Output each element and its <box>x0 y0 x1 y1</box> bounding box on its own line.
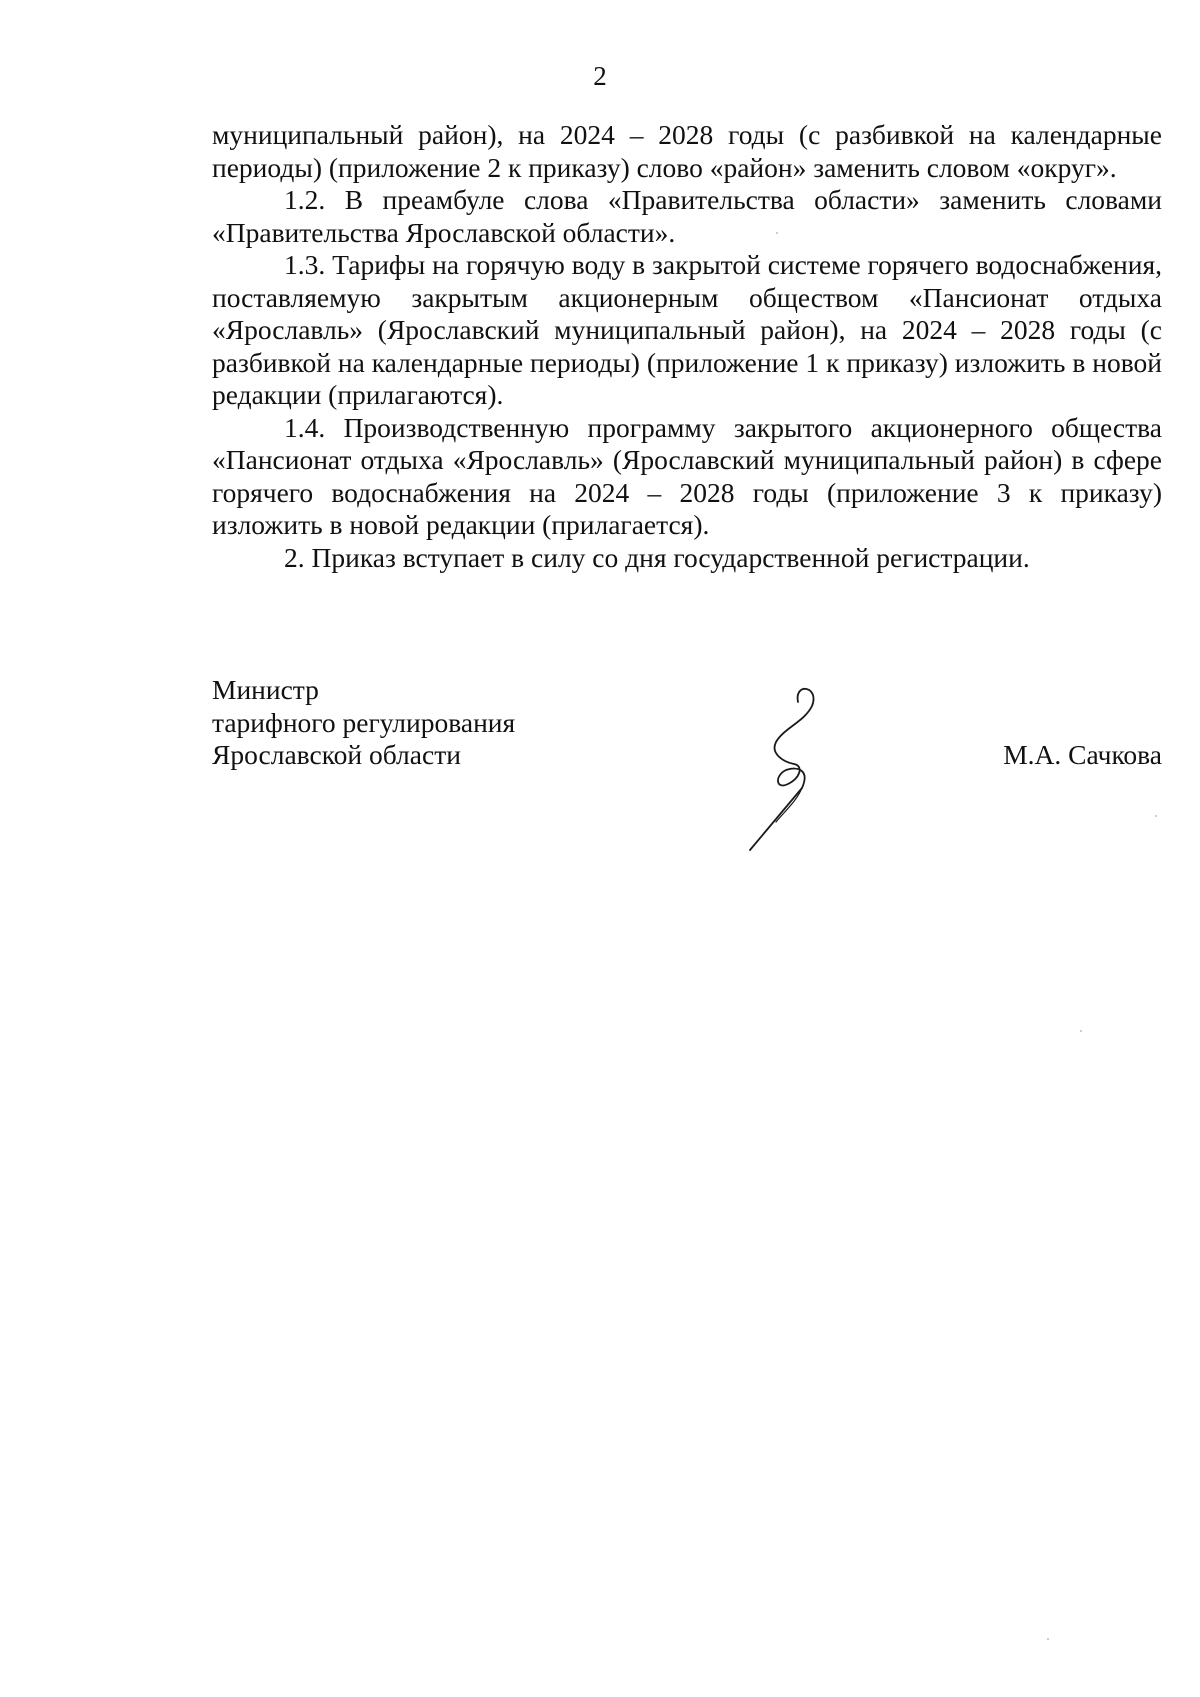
handwritten-signature <box>740 680 850 860</box>
signatory-position-line: Ярославской области <box>212 739 461 770</box>
scan-speck <box>1155 815 1157 817</box>
paragraph-2: 2. Приказ вступает в силу со дня государственной регистрации. <box>284 541 1030 573</box>
signatory-position-line: Министр <box>212 674 319 705</box>
scan-speck <box>1080 1030 1082 1032</box>
scan-speck <box>776 232 778 234</box>
signatory-position-line: тарифного регулирования <box>212 706 516 738</box>
page-number: 2 <box>593 61 607 91</box>
signatory-position <box>212 674 515 772</box>
document-body <box>212 119 1162 574</box>
signer-name: М.А. Сачкова <box>1003 739 1162 770</box>
paragraph-1-4: 1.4. Производственную программу закрытого акционерного общества «Пансионат отдыха «Ярославль» (Ярославский муниципальный район) в сфере горячего водоснабжения на 2024 – 2028 годы (приложение 3 к приказу) изложить в новой редакции (прилагается). <box>212 411 1162 540</box>
paragraph-1-3: 1.3. Тарифы на горячую воду в закрытой системе горячего водоснабжения, поставляемую закрытым акционерным обществом «Пансионат отдыха «Ярославль» (Ярославский муниципальный район), на 2024 – 2028 годы (с разбивкой на календарные периоды) (приложение 1 к приказу) изложить в новой редакции (прилагаются). <box>212 249 1162 410</box>
scan-speck <box>1047 1638 1049 1640</box>
paragraph-1-2: 1.2. В преамбуле слова «Правительства области» заменить словами «Правительства Ярославской области». <box>212 184 1162 248</box>
paragraph-continuation: муниципальный район), на 2024 – 2028 годы (с разбивкой на календарные периоды) (приложение 2 к приказу) слово «район» заменить словом «округ». <box>212 119 1162 183</box>
